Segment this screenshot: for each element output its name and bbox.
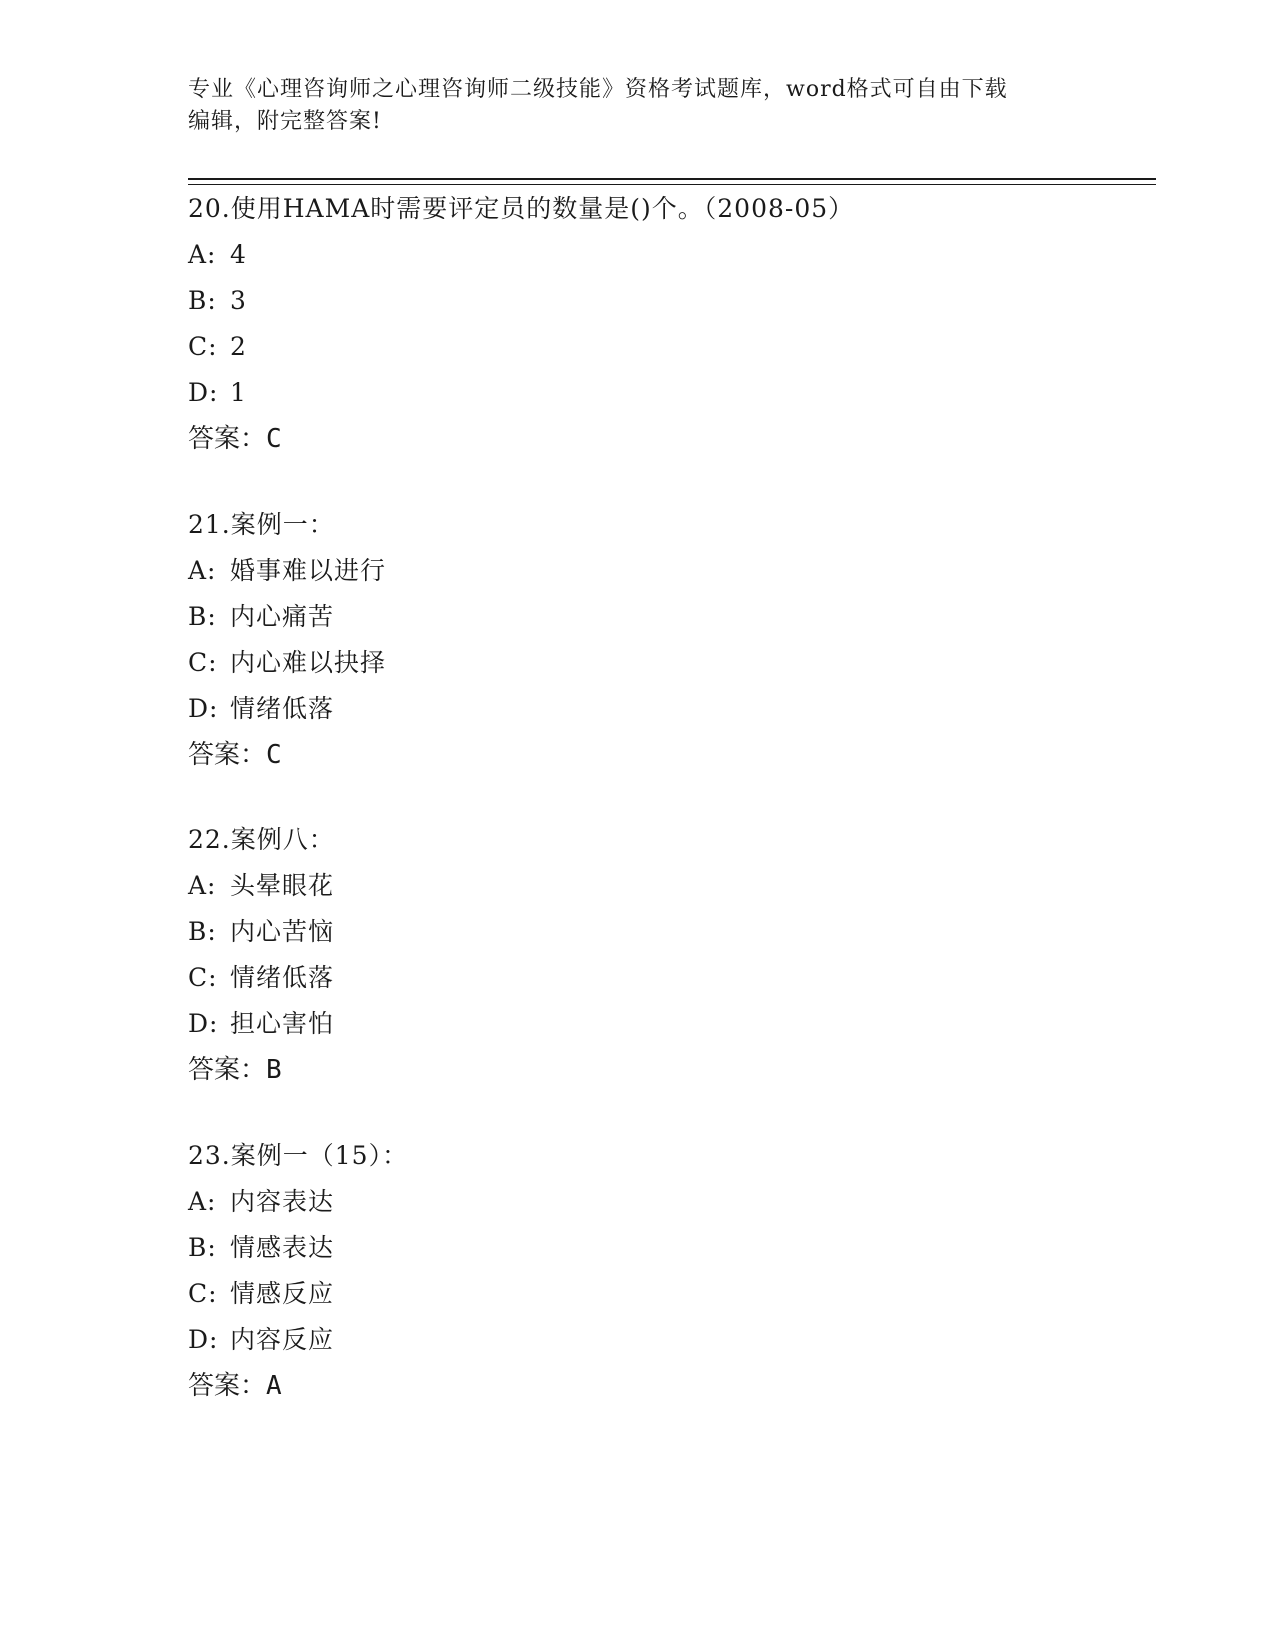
option-a	[188, 863, 1088, 909]
answer-value: C	[266, 424, 282, 454]
answer-label: 答案：	[188, 1371, 267, 1401]
answer-value: A	[266, 1371, 282, 1401]
answer-label: 答案：	[188, 740, 267, 770]
question-title: 22.案例八：	[188, 825, 335, 854]
option-c	[188, 955, 1088, 1001]
option-text: 情绪低落	[230, 694, 335, 723]
option-text: 婚事难以进行	[230, 556, 387, 585]
option-b	[188, 909, 1088, 955]
option-letter: C:	[188, 648, 218, 677]
question-block	[188, 1133, 1088, 1409]
option-text: 1	[230, 378, 247, 407]
option-c	[188, 324, 1088, 370]
header-line-2: 编辑，附完整答案!	[188, 109, 382, 134]
option-b	[188, 1225, 1088, 1271]
option-text: 2	[230, 332, 247, 361]
option-text: 内容表达	[230, 1187, 335, 1216]
option-text: 4	[230, 240, 247, 269]
option-letter: C:	[188, 332, 218, 361]
option-text: 情感反应	[230, 1279, 335, 1308]
answer-line	[188, 1047, 1088, 1093]
header-divider-thin	[188, 184, 1156, 185]
option-text: 头晕眼花	[230, 871, 335, 900]
option-d	[188, 1317, 1088, 1363]
question-title: 20.使用HAMA时需要评定员的数量是()个。（2008-05）	[188, 194, 855, 223]
option-a	[188, 232, 1088, 278]
option-letter: B:	[188, 917, 217, 946]
answer-line	[188, 416, 1088, 462]
option-letter: D:	[188, 378, 219, 407]
option-c	[188, 640, 1088, 686]
header-line-1: 专业《心理咨询师之心理咨询师二级技能》资格考试题库，word格式可自由下载	[188, 77, 1008, 102]
option-a	[188, 1179, 1088, 1225]
option-text: 情绪低落	[230, 963, 335, 992]
header-divider-thick	[188, 178, 1156, 180]
answer-label: 答案：	[188, 1055, 267, 1085]
option-text: 内容反应	[230, 1325, 335, 1354]
option-text: 情感表达	[230, 1233, 335, 1262]
option-letter: A:	[188, 871, 217, 900]
option-text: 3	[230, 286, 247, 315]
answer-label: 答案：	[188, 424, 267, 454]
option-letter: C:	[188, 1279, 218, 1308]
option-letter: B:	[188, 602, 217, 631]
option-b	[188, 594, 1088, 640]
option-text: 内心痛苦	[230, 602, 335, 631]
option-letter: D:	[188, 694, 219, 723]
option-d	[188, 1001, 1088, 1047]
answer-line	[188, 732, 1088, 778]
option-letter: A:	[188, 240, 217, 269]
option-a	[188, 548, 1088, 594]
option-text: 内心苦恼	[230, 917, 335, 946]
answer-line	[188, 1363, 1088, 1409]
option-d	[188, 370, 1088, 416]
question-title: 23.案例一（15）：	[188, 1141, 409, 1170]
option-letter: C:	[188, 963, 218, 992]
document-header	[188, 74, 1088, 138]
answer-value: B	[266, 1055, 282, 1085]
option-letter: B:	[188, 1233, 217, 1262]
option-letter: B:	[188, 286, 217, 315]
option-c	[188, 1271, 1088, 1317]
option-letter: A:	[188, 556, 217, 585]
question-block	[188, 186, 1088, 462]
option-text: 内心难以抉择	[230, 648, 387, 677]
answer-value: C	[266, 740, 282, 770]
question-block	[188, 817, 1088, 1093]
option-d	[188, 686, 1088, 732]
question-block	[188, 502, 1088, 778]
option-b	[188, 278, 1088, 324]
option-letter: D:	[188, 1325, 219, 1354]
option-letter: A:	[188, 1187, 217, 1216]
question-title: 21.案例一：	[188, 510, 335, 539]
option-letter: D:	[188, 1009, 219, 1038]
option-text: 担心害怕	[230, 1009, 335, 1038]
